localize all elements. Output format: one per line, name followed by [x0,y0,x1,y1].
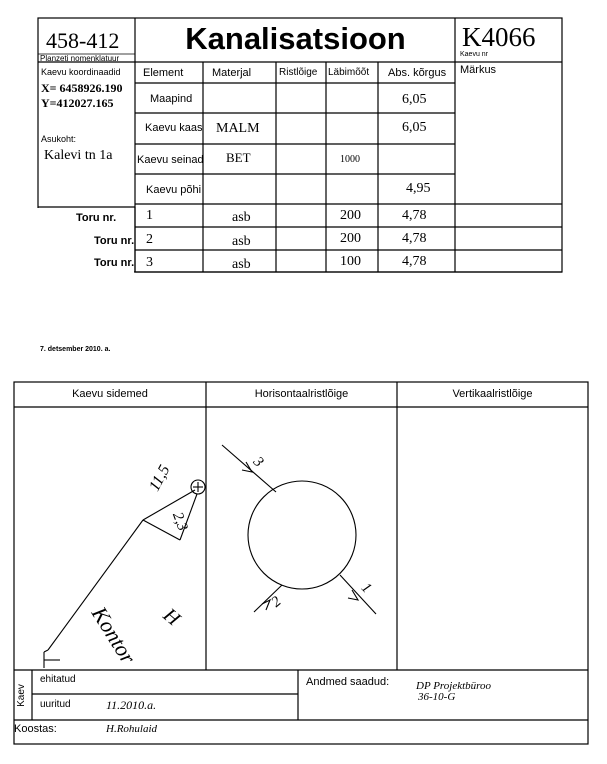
pipe-material: asb [232,257,251,272]
pipe-label-3: 3 [249,453,267,471]
col-header-material: Materjal [212,67,252,79]
row-element: Maapind [150,93,193,105]
col-header-cross-section: Ristlõige [279,67,318,78]
data-source-label: Andmed saadud: [306,676,390,688]
pipe-diameter: 100 [340,254,361,269]
pipe-number: 3 [146,255,153,270]
row-height: 6,05 [402,120,427,135]
well-number-label: Kaevu nr [460,51,489,58]
pipe-label: Toru nr. [76,212,117,224]
page-title: Kanalisatsioon [185,21,406,56]
pipe-diameter: 200 [340,231,361,246]
pipe-height: 4,78 [402,231,427,246]
dimension-label: 2,3 [168,510,191,534]
built-label: ehitatud [40,674,76,685]
coord-x: X= 6458926.190 [41,81,123,95]
data-source-value: DP Projektbüroo [416,680,492,692]
document-date: 7. detsember 2010. a. [40,346,111,353]
pipe-height: 4,78 [402,254,427,269]
nomenclature-label: Planzeti nomenklatuur [40,54,120,63]
row-height: 6,05 [402,92,427,107]
location: Kalevi tn 1a [44,148,113,163]
row-height: 4,95 [406,181,431,196]
col-header-element: Element [143,67,184,79]
remarks-label: Märkus [460,64,497,76]
compiled-value: H.Rohulaid [106,723,158,735]
coords-label: Kaevu koordinaadid [41,67,121,77]
compiled-label: Koostas: [14,723,57,735]
pipe-material: asb [232,234,251,249]
section-title-horizontal: Horisontaalristlõige [254,388,349,400]
pipe-number: 1 [146,208,153,223]
section-title-vertical: Vertikaalristlõige [452,388,533,400]
row-element: Kaevu põhi [146,184,202,196]
pipe-label: Toru nr. [94,235,135,247]
pipe-height: 4,78 [402,208,427,223]
pipe-label-1: 1 [357,579,375,597]
pipe-label: Toru nr. [94,257,135,269]
col-header-diameter: Läbimõõt [328,67,370,78]
well-number: K4066 [462,22,536,52]
row-material: BET [226,150,251,165]
data-source-code: 36-10-G [418,691,456,703]
coord-y: Y=412027.165 [41,96,114,110]
well-side-label: Kaev [15,684,27,707]
row-material: MALM [216,121,260,136]
pipe-diameter: 200 [340,208,361,223]
location-label: Asukoht: [41,134,77,144]
horizontal-section-sketch [222,445,376,614]
building-label: Kontor [86,602,142,669]
dimension-label: 11,5 [146,462,174,494]
row-diameter: 1000 [340,154,360,165]
pipe-material: asb [232,210,251,225]
surveyed-value: 11.2010.a. [106,698,157,712]
row-element: Kaevu kaas [145,122,203,134]
section-title-well-ties: Kaevu sidemed [72,388,148,400]
surveyed-label: uuritud [40,699,71,710]
nomenclature-number: 458-412 [46,28,120,53]
row-element: Kaevu seinad [137,154,204,166]
col-header-height: Abs. kõrgus [388,67,447,79]
pipe-number: 2 [146,232,153,247]
building-mark: H [158,604,185,631]
pipe-label-2: 2 [268,593,285,611]
